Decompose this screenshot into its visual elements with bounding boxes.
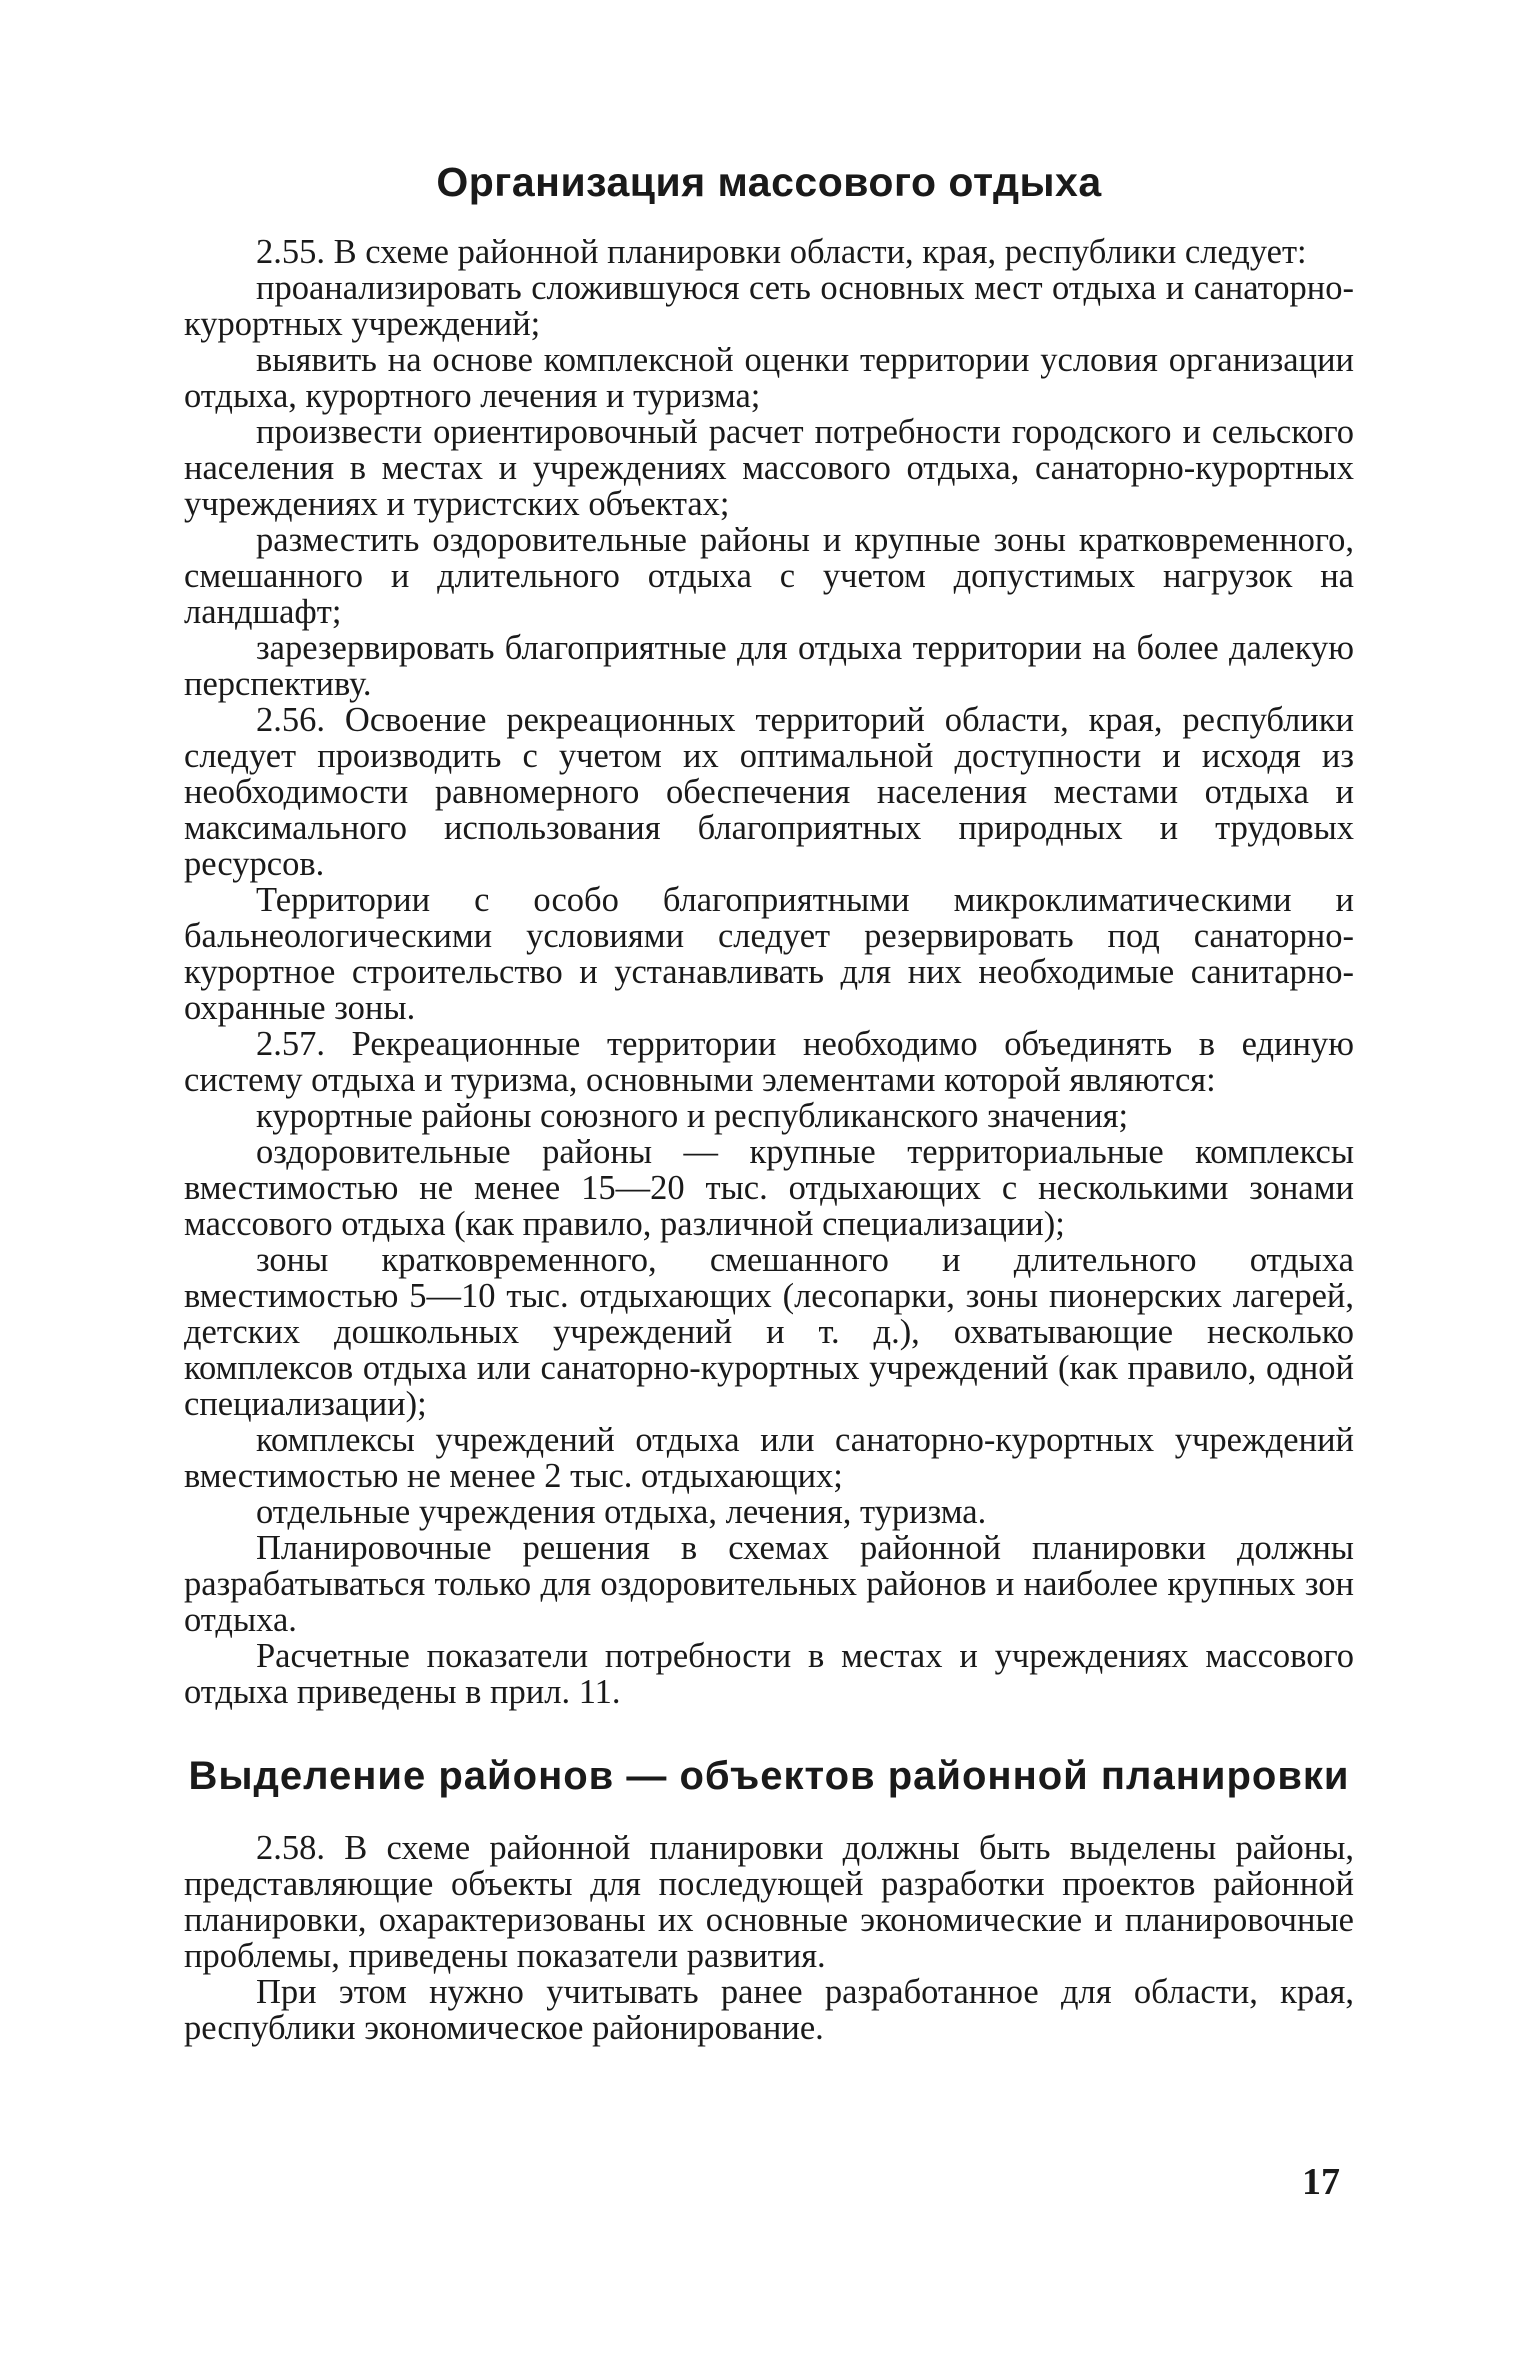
page-number: 17 (1302, 2161, 1340, 2203)
list-item: проанализировать сложившуюся сеть основных мест отдыха и санаторно-курортных учреждений; (184, 269, 1354, 343)
list-item: курортные районы союзного и республиканского значения; (256, 1097, 1129, 1135)
paragraph: При этом нужно учитывать ранее разработанное для области, края, республики экономическое районирование. (184, 1973, 1354, 2047)
list-item: комплексы учреждений отдыха или санаторно-курортных учреждений вместимостью не менее 2 тыс. отдыхающих; (184, 1421, 1354, 1495)
paragraph: Территории с особо благоприятными микроклиматическими и бальнеологическими условиями следует резервировать под санаторно-курортное строительство и устанавливать для них необходимые санитарно-охранные зоны. (184, 881, 1354, 1027)
list-item: зарезервировать благоприятные для отдыха территории на более далекую перспективу. (184, 629, 1354, 703)
paragraph: Планировочные решения в схемах районной планировки должны разрабатываться только для оздоровительных районов и наиболее крупных зон отдыха. (184, 1529, 1354, 1639)
list-item: разместить оздоровительные районы и крупные зоны кратковременного, смешанного и длительного отдыха с учетом допустимых нагрузок на ландшафт; (184, 521, 1354, 631)
document-page (184, 150, 1354, 2046)
section-heading-district-selection: Выделение районов — объектов районной планировки (188, 1754, 1350, 1798)
paragraph-2-57: 2.57. Рекреационные территории необходимо объединять в единую систему отдыха и туризма, основными элементами которой являются: (184, 1025, 1354, 1099)
list-item: произвести ориентировочный расчет потребности городского и сельского населения в местах и учреждениях массового отдыха, санаторно-курортных учреждениях и туристских объектах; (184, 413, 1354, 523)
section-heading-mass-recreation: Организация массового отдыха (436, 159, 1102, 205)
list-item: выявить на основе комплексной оценки территории условия организации отдыха, курортного лечения и туризма; (184, 341, 1354, 415)
paragraph: Расчетные показатели потребности в местах и учреждениях массового отдыха приведены в прил. 11. (184, 1637, 1354, 1711)
paragraph-2-56: 2.56. Освоение рекреационных территорий области, края, республики следует производить с учетом их оптимальной доступности и исходя из необходимости равномерного обеспечения населения местами отдыха и максимального использования благоприятных природных и трудовых ресурсов. (184, 701, 1354, 883)
list-item: оздоровительные районы — крупные территориальные комплексы вместимостью не менее 15—20 тыс. отдыхающих с несколькими зонами массового отдыха (как правило, различной специализации); (184, 1133, 1354, 1243)
paragraph-2-55: 2.55. В схеме районной планировки области, края, республики следует: (256, 233, 1307, 271)
list-item: зоны кратковременного, смешанного и длительного отдыха вместимостью 5—10 тыс. отдыхающих (лесопарки, зоны пионерских лагерей, детских дошкольных учреждений и т. д.), охватывающие несколько комплексов отдыха или санаторно-курортных учреждений (как правило, одной специализации); (184, 1241, 1354, 1423)
paragraph-2-58: 2.58. В схеме районной планировки должны быть выделены районы, представляющие объекты для последующей разработки проектов районной планировки, охарактеризованы их основные экономические и планировочные проблемы, приведены показатели развития. (184, 1829, 1354, 1975)
list-item: отдельные учреждения отдыха, лечения, туризма. (256, 1493, 987, 1531)
